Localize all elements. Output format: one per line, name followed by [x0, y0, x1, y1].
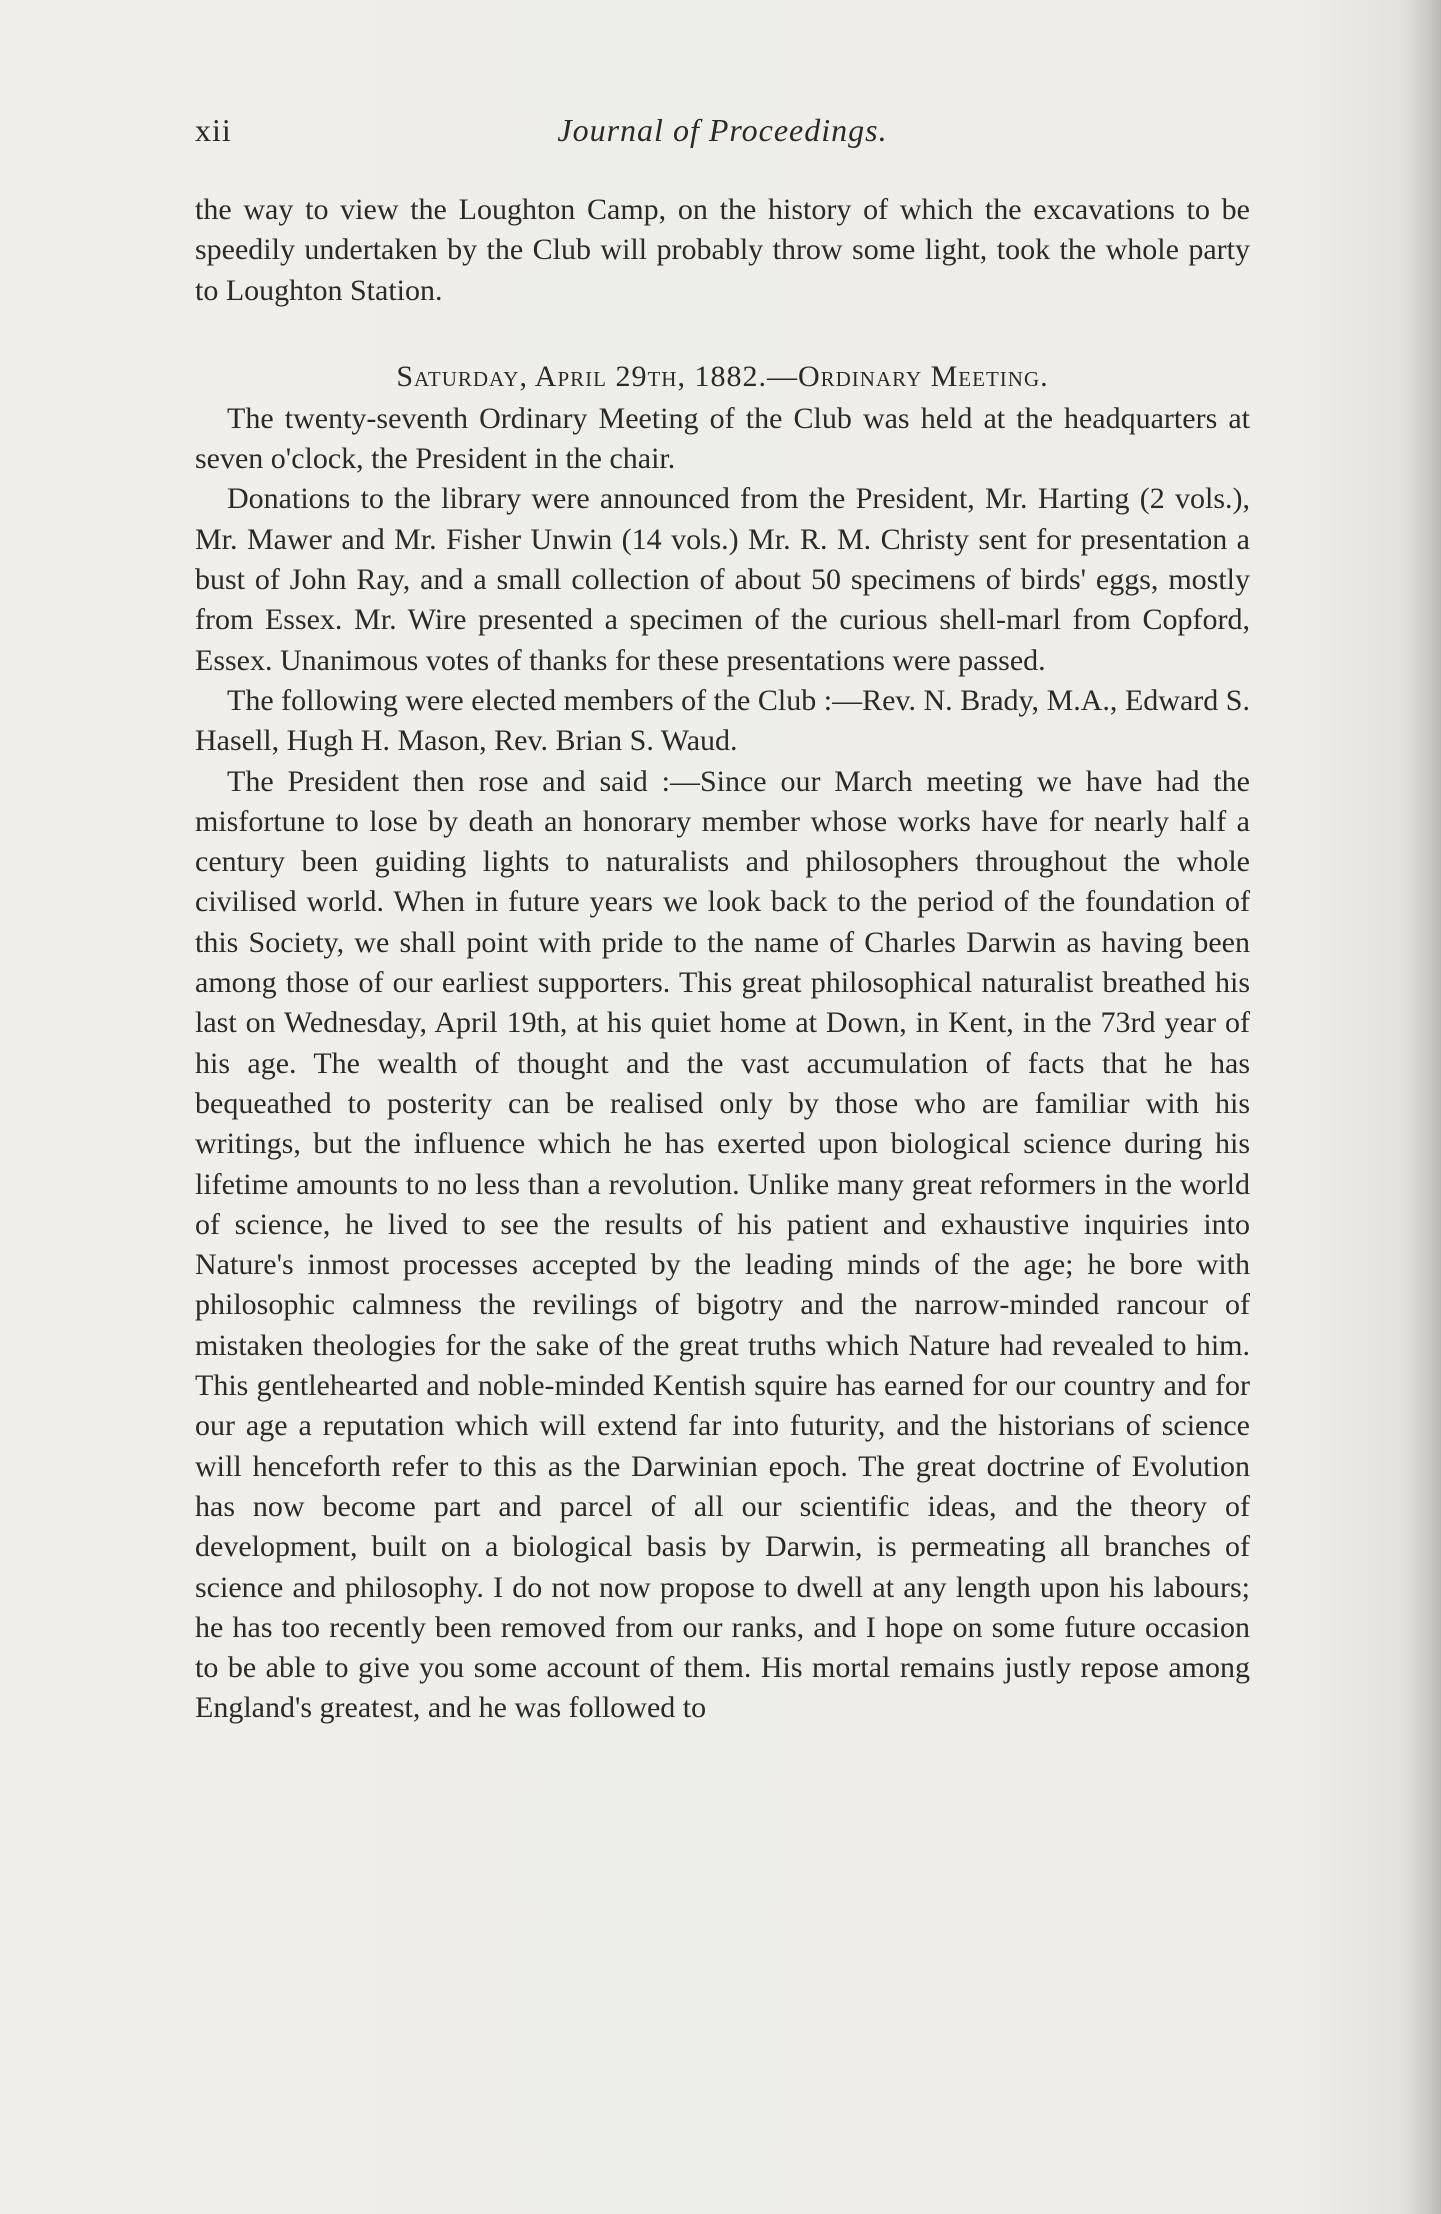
page-edge-shadow: [1401, 0, 1441, 2214]
paragraph-elections: The following were elected members of the Club :—Rev. N. Brady, M.A., Edward S. Hasell, Hugh H. Mason, Rev. Brian S. Waud.: [195, 683, 1250, 758]
paragraph-continued: the way to view the Loughton Camp, on the history of which the excavations to be speedily undertaken by the Club will probably throw some light, took the whole party to Loughton Station.: [195, 193, 1250, 307]
page-number: xii: [195, 112, 232, 148]
page-header: [195, 112, 1250, 162]
paragraph-president-address: The President then rose and said :—Since our March meeting we have had the misfortune to lose by death an honorary member whose works have for nearly half a century been guiding lights to naturalists and philosophers throughout the whole civilised world. When in future years we look back to the period of the foundation of this Society, we shall point with pride to the name of Charles Darwin as having been among those of our earliest supporters. This great philosophical naturalist breathed his last on Wednesday, April 19th, at his quiet home at Down, in Kent, in the 73rd year of his age. The wealth of thought and the vast accumulation of facts that he has bequeathed to posterity can be realised only by those who are familiar with his writings, but the influence which he has exerted upon biological science during his lifetime amounts to no less than a revolution. Unlike many great reformers in the world of science, he lived to see the results of his patient and exhaustive inquiries into Nature's inmost processes accepted by the leading minds of the age; he bore with philosophic calmness the revilings of bigotry and the narrow-minded rancour of mistaken theologies for the sake of the great truths which Nature had revealed to him. This gentlehearted and noble-minded Kentish squire has earned for our country and for our age a reputation which will extend far into futurity, and the historians of science will henceforth refer to this as the Darwinian epoch. The great doctrine of Evolution has now become part and parcel of all our scientific ideas, and the theory of development, built on a biological basis by Darwin, is permeating all branches of science and philosophy. I do not now propose to dwell at any length upon his labours; he has too recently been removed from our ranks, and I hope on some future occasion to be able to give you some account of them. His mortal remains justly repose among England's greatest, and he was followed to: [195, 764, 1250, 1725]
running-title: Journal of Proceedings.: [557, 112, 888, 148]
paragraph-meeting-opening: The twenty-seventh Ordinary Meeting of the Club was held at the headquarters at seven o'clock, the President in the chair.: [195, 401, 1250, 476]
section-heading: Saturday, April 29th, 1882.—Ordinary Meeting.: [396, 359, 1049, 393]
body-text: [195, 190, 1250, 1729]
paragraph-donations: Donations to the library were announced from the President, Mr. Harting (2 vols.), Mr. Mawer and Mr. Fisher Unwin (14 vols.) Mr. R. M. Christy sent for presentation a bust of John Ray, and a small collection of about 50 specimens of birds' eggs, mostly from Essex. Mr. Wire presented a specimen of the curious shell-marl from Copford, Essex. Unanimous votes of thanks for these presentations were passed.: [195, 482, 1250, 677]
